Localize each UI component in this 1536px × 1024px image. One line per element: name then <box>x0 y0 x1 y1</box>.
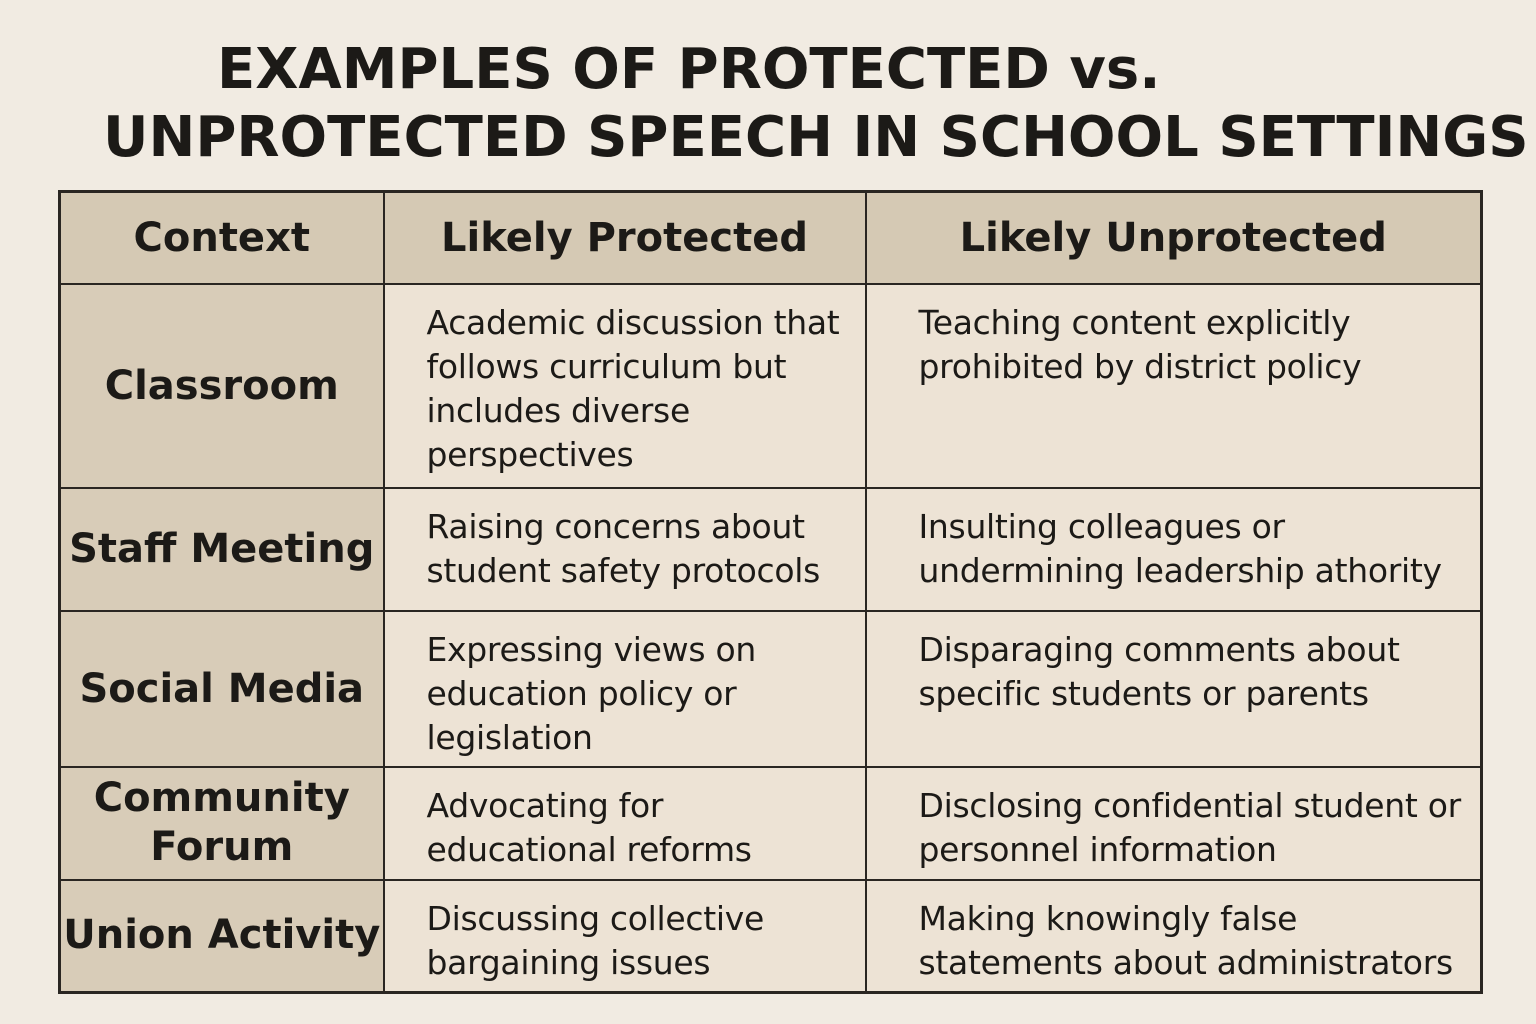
protected-cell: Advocating for educational reforms <box>384 767 866 880</box>
table-row <box>60 880 1482 993</box>
table-row <box>60 284 1482 488</box>
header-likely-protected: Likely Protected <box>384 192 866 285</box>
unprotected-cell: Making knowingly false statements about administrators <box>866 880 1482 993</box>
unprotected-cell: Disparaging comments about specific students or parents <box>866 611 1482 767</box>
title-line-1: EXAMPLES OF PROTECTED vs. <box>217 37 1161 102</box>
context-cell: Community Forum <box>60 767 384 880</box>
unprotected-cell: Teaching content explicitly prohibited by district policy <box>866 284 1482 488</box>
protected-cell: Expressing views on education policy or legislation <box>384 611 866 767</box>
page-title <box>0 36 1536 172</box>
speech-examples-table <box>58 190 1483 994</box>
unprotected-cell: Insulting colleagues or undermining leadership athority <box>866 488 1482 611</box>
context-cell: Union Activity <box>60 880 384 993</box>
context-cell: Staff Meeting <box>60 488 384 611</box>
header-row <box>60 192 1482 285</box>
context-cell: Classroom <box>60 284 384 488</box>
table-row <box>60 767 1482 880</box>
context-cell: Social Media <box>60 611 384 767</box>
table-row <box>60 488 1482 611</box>
protected-cell: Raising concerns about student safety protocols <box>384 488 866 611</box>
table-row <box>60 611 1482 767</box>
header-context: Context <box>60 192 384 285</box>
title-line-2: UNPROTECTED SPEECH IN SCHOOL SETTINGS <box>103 105 1529 170</box>
unprotected-cell: Disclosing confidential student or personnel information <box>866 767 1482 880</box>
header-likely-unprotected: Likely Unprotected <box>866 192 1482 285</box>
protected-cell: Academic discussion that follows curriculum but includes diverse perspectives <box>384 284 866 488</box>
protected-cell: Discussing collective bargaining issues <box>384 880 866 993</box>
